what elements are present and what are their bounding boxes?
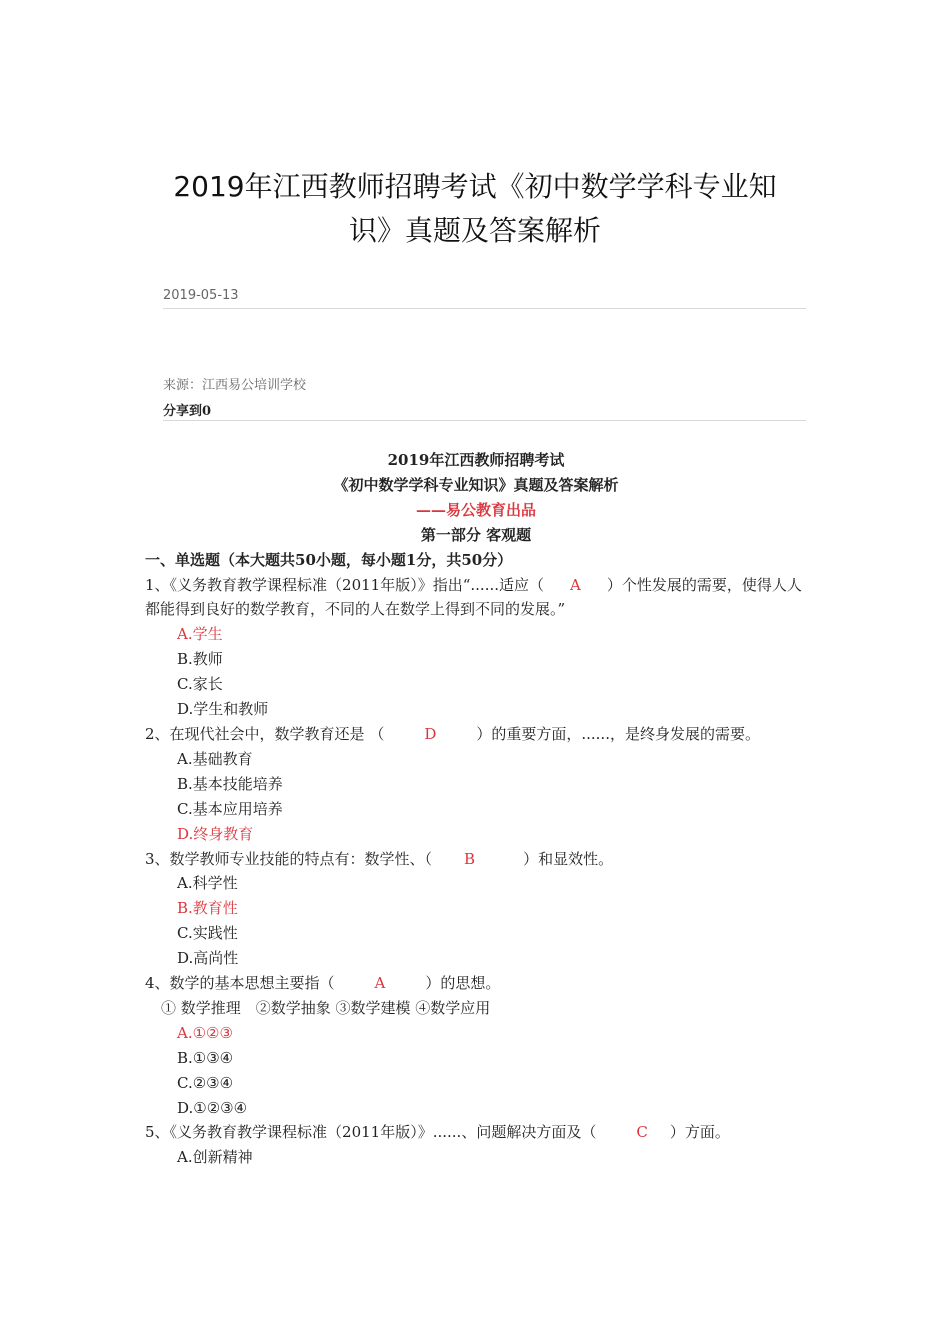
doc-producer: ——易公教育出品 <box>415 500 536 519</box>
question-4-statements: ① 数学推理 ②数学抽象 ③数学建模 ④数学应用 <box>161 998 491 1017</box>
page-title-line-1: 2019年江西教师招聘考试《初中数学学科专业知 <box>173 170 777 203</box>
question-4-option-d: D.①②③④ <box>177 1098 248 1117</box>
question-3-option-a: A.科学性 <box>177 874 238 893</box>
publish-date: 2019-05-13 <box>163 288 239 303</box>
page-title-line-2: 识》真题及答案解析 <box>348 214 601 247</box>
question-5-answer: C <box>636 1123 648 1142</box>
question-2-answer: D <box>424 724 437 743</box>
question-1-option-c: C.家长 <box>177 675 223 694</box>
page-title <box>140 165 810 253</box>
question-1-option-d: D.学生和教师 <box>177 700 269 719</box>
question-3 <box>145 847 807 872</box>
question-2-option-c: C.基本应用培养 <box>177 799 283 818</box>
document-body <box>145 448 807 1170</box>
share-row[interactable] <box>163 400 211 419</box>
question-4-option-b: B.①③④ <box>177 1048 234 1067</box>
question-3-option-c: C.实践性 <box>177 924 238 943</box>
question-3-answer: B <box>464 849 476 868</box>
question-1-stem-pre: 1、《义务教育教学课程标准（2011年版）》指出“......适应（ <box>145 575 544 594</box>
doc-header-2: 《初中数学学科专业知识》真题及答案解析 <box>333 475 619 494</box>
question-2-option-a: A.基础教育 <box>177 749 253 768</box>
question-3-option-d: D.高尚性 <box>177 949 239 968</box>
question-2-option-b: B.基本技能培养 <box>177 774 283 793</box>
question-4-stem-pre: 4、数学的基本思想主要指（ <box>145 974 335 993</box>
question-2-stem-post: ）的重要方面，......，是终身发展的需要。 <box>476 724 760 743</box>
source-line: 来源：江西易公培训学校 <box>163 378 307 393</box>
question-2-option-d: D.终身教育 <box>177 824 254 843</box>
doc-part-title: 第一部分 客观题 <box>420 525 532 544</box>
question-5 <box>145 1120 807 1145</box>
question-4-stem-post: ）的思想。 <box>425 974 501 993</box>
question-2-stem-pre: 2、在现代社会中，数学教育还是 （ <box>145 724 385 743</box>
question-1-option-a: A.学生 <box>177 625 223 644</box>
question-5-option-a: A.创新精神 <box>177 1148 253 1167</box>
divider-bottom <box>163 420 806 421</box>
question-3-option-b: B.教育性 <box>177 899 238 918</box>
question-3-stem-post: ）和显效性。 <box>523 849 614 868</box>
question-5-stem-post: ）方面。 <box>669 1123 730 1142</box>
question-5-stem-pre: 5、《义务教育教学课程标准（2011年版）》......、问题解决方面及（ <box>145 1123 597 1142</box>
question-1-stem-post: ）个性发展的需要，使得人人都能得到良好的数学教育，不同的人在数学上得到不同的发展。” <box>145 575 802 619</box>
question-3-stem-pre: 3、数学教师专业技能的特点有：数学性、（ <box>145 849 433 868</box>
share-label[interactable]: 分享到 <box>163 404 203 419</box>
doc-header-1: 2019年江西教师招聘考试 <box>387 451 565 469</box>
question-2 <box>145 722 807 747</box>
share-count: 0 <box>202 404 212 419</box>
question-1-option-b: B.教师 <box>177 650 223 669</box>
question-1-answer: A <box>570 575 581 594</box>
question-4-option-a: A.①②③ <box>177 1023 233 1042</box>
doc-section-title: 一、单选题（本大题共50小题，每小题1分，共50分） <box>145 550 513 569</box>
question-4-answer: A <box>374 974 386 993</box>
question-4 <box>145 971 807 996</box>
question-4-option-c: C.②③④ <box>177 1073 234 1092</box>
question-1 <box>145 573 807 623</box>
divider-top <box>163 308 806 309</box>
